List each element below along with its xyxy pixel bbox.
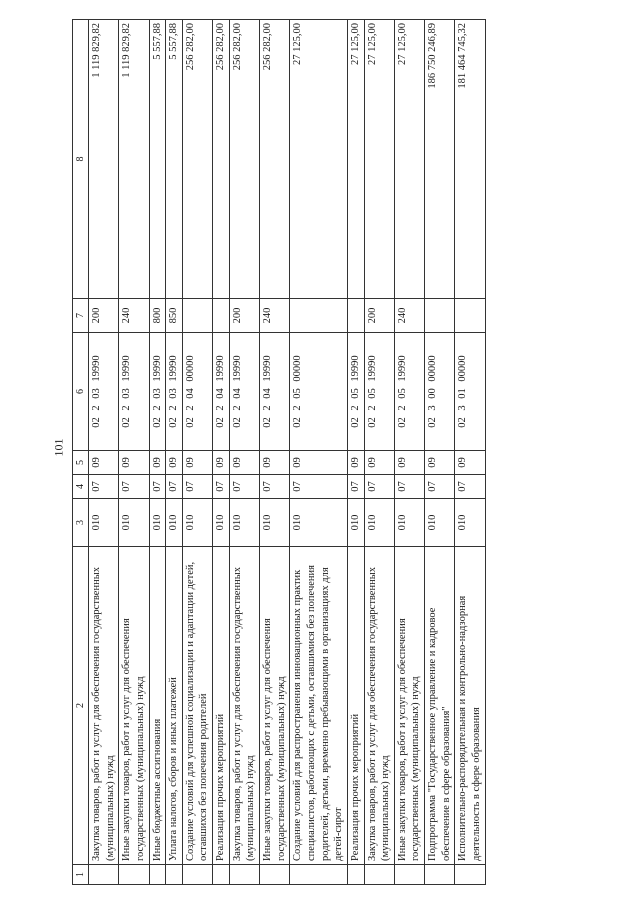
item-expense-type: 200 [364, 299, 394, 333]
first-col-cell [290, 865, 348, 885]
item-name: Закупка товаров, работ и услуг для обеспечения государственных (муниципальных) нужд [364, 547, 394, 865]
item-subsection: 09 [364, 451, 394, 475]
first-col-cell [166, 865, 183, 885]
header-row [73, 20, 89, 885]
item-name: Закупка товаров, работ и услуг для обеспечения государственных (муниципальных) нужд [229, 547, 259, 865]
item-code: 010 [260, 499, 290, 547]
item-code: 010 [119, 499, 149, 547]
item-section: 07 [89, 475, 119, 499]
item-code: 010 [182, 499, 212, 547]
first-col-cell [425, 865, 455, 885]
table-row [425, 20, 455, 885]
first-col-cell [182, 865, 212, 885]
item-amount: 181 464 745,32 [455, 20, 485, 299]
item-target: 02 2 03 19990 [89, 333, 119, 451]
item-subsection: 09 [166, 451, 183, 475]
item-code: 010 [89, 499, 119, 547]
item-target: 02 2 03 19990 [119, 333, 149, 451]
header-cell: 3 [73, 499, 89, 547]
item-code: 010 [229, 499, 259, 547]
item-target: 02 3 00 00000 [425, 333, 455, 451]
item-section: 07 [290, 475, 348, 499]
item-expense-type: 240 [394, 299, 424, 333]
item-name: Иные закупки товаров, работ и услуг для обеспечения государственных (муниципальных) нужд [260, 547, 290, 865]
item-name: Создание условий для распространения инновационных практик специалистов, работающих с детьми, оставшимися без попечения родителей, детьми, временно пребывающими в организациях для детей-сирот [290, 547, 348, 865]
item-section: 07 [347, 475, 364, 499]
header-cell: 5 [73, 451, 89, 475]
item-amount: 1 119 829,82 [119, 20, 149, 299]
item-amount: 1 119 829,82 [89, 20, 119, 299]
item-subsection: 09 [149, 451, 166, 475]
table-row [166, 20, 183, 885]
budget-table [72, 19, 486, 885]
table-row [213, 20, 230, 885]
item-expense-type [425, 299, 455, 333]
item-subsection: 09 [119, 451, 149, 475]
item-section: 07 [260, 475, 290, 499]
table-row [119, 20, 149, 885]
header-cell: 2 [73, 547, 89, 865]
item-section: 07 [364, 475, 394, 499]
item-target: 02 3 01 00000 [455, 333, 485, 451]
item-section: 07 [213, 475, 230, 499]
first-col-cell [364, 865, 394, 885]
item-code: 010 [290, 499, 348, 547]
budget-sheet [72, 20, 587, 885]
item-expense-type: 850 [166, 299, 183, 333]
item-section: 07 [425, 475, 455, 499]
item-target: 02 2 05 19990 [394, 333, 424, 451]
table-row [149, 20, 166, 885]
item-amount: 256 282,00 [182, 20, 212, 299]
item-amount: 27 125,00 [364, 20, 394, 299]
item-name: Подпрограмма "Государственное управление и кадровое обеспечение в сфере образования" [425, 547, 455, 865]
item-section: 07 [149, 475, 166, 499]
item-target: 02 2 04 19990 [260, 333, 290, 451]
table-row [229, 20, 259, 885]
item-subsection: 09 [229, 451, 259, 475]
item-subsection: 09 [425, 451, 455, 475]
item-subsection: 09 [394, 451, 424, 475]
item-section: 07 [182, 475, 212, 499]
item-name: Реализация прочих мероприятий [213, 547, 230, 865]
first-col-cell [347, 865, 364, 885]
table-row [347, 20, 364, 885]
item-amount: 256 282,00 [213, 20, 230, 299]
table-row [455, 20, 485, 885]
item-section: 07 [229, 475, 259, 499]
item-target: 02 2 04 19990 [229, 333, 259, 451]
item-subsection: 09 [182, 451, 212, 475]
item-code: 010 [364, 499, 394, 547]
table-row [364, 20, 394, 885]
first-col-cell [149, 865, 166, 885]
item-expense-type [347, 299, 364, 333]
item-amount: 27 125,00 [290, 20, 348, 299]
item-expense-type [213, 299, 230, 333]
item-amount: 256 282,00 [260, 20, 290, 299]
item-expense-type: 240 [119, 299, 149, 333]
item-subsection: 09 [455, 451, 485, 475]
item-target: 02 2 03 19990 [166, 333, 183, 451]
table-row [394, 20, 424, 885]
item-name: Реализация прочих мероприятий [347, 547, 364, 865]
item-section: 07 [166, 475, 183, 499]
item-code: 010 [213, 499, 230, 547]
item-expense-type: 200 [229, 299, 259, 333]
item-subsection: 09 [260, 451, 290, 475]
first-col-cell [260, 865, 290, 885]
item-amount: 256 282,00 [229, 20, 259, 299]
item-code: 010 [149, 499, 166, 547]
item-amount: 186 750 246,89 [425, 20, 455, 299]
item-amount: 5 557,88 [149, 20, 166, 299]
item-code: 010 [455, 499, 485, 547]
item-expense-type [290, 299, 348, 333]
header-cell: 6 [73, 333, 89, 451]
item-name: Иные бюджетные ассигнования [149, 547, 166, 865]
item-expense-type: 800 [149, 299, 166, 333]
item-subsection: 09 [347, 451, 364, 475]
item-name: Закупка товаров, работ и услуг для обеспечения государственных (муниципальных) нужд [89, 547, 119, 865]
item-subsection: 09 [89, 451, 119, 475]
item-name: Иные закупки товаров, работ и услуг для обеспечения государственных (муниципальных) нужд [394, 547, 424, 865]
first-col-cell [394, 865, 424, 885]
first-col-cell [119, 865, 149, 885]
first-col-cell [455, 865, 485, 885]
item-expense-type: 200 [89, 299, 119, 333]
item-target: 02 2 04 00000 [182, 333, 212, 451]
item-target: 02 2 04 19990 [213, 333, 230, 451]
header-cell: 1 [73, 865, 89, 885]
item-amount: 27 125,00 [347, 20, 364, 299]
item-subsection: 09 [213, 451, 230, 475]
table-row [260, 20, 290, 885]
page-number: 101 [51, 438, 66, 457]
item-target: 02 2 05 19990 [347, 333, 364, 451]
item-section: 07 [119, 475, 149, 499]
item-section: 07 [455, 475, 485, 499]
item-expense-type [182, 299, 212, 333]
item-subsection: 09 [290, 451, 348, 475]
first-col-cell [213, 865, 230, 885]
first-col-cell [89, 865, 119, 885]
item-code: 010 [394, 499, 424, 547]
first-col-cell [229, 865, 259, 885]
table-row [290, 20, 348, 885]
item-expense-type [455, 299, 485, 333]
item-target: 02 2 05 00000 [290, 333, 348, 451]
item-code: 010 [166, 499, 183, 547]
item-name: Иные закупки товаров, работ и услуг для обеспечения государственных (муниципальных) нужд [119, 547, 149, 865]
item-name: Уплата налогов, сборов и иных платежей [166, 547, 183, 865]
item-amount: 27 125,00 [394, 20, 424, 299]
header-cell: 4 [73, 475, 89, 499]
item-expense-type: 240 [260, 299, 290, 333]
header-cell: 8 [73, 20, 89, 299]
item-target: 02 2 03 19990 [149, 333, 166, 451]
table-row [89, 20, 119, 885]
table-row [182, 20, 212, 885]
item-name: Исполнительно-распорядительная и контрольно-надзорная деятельность в сфере образования [455, 547, 485, 865]
item-amount: 5 557,88 [166, 20, 183, 299]
item-section: 07 [394, 475, 424, 499]
item-target: 02 2 05 19990 [364, 333, 394, 451]
header-cell: 7 [73, 299, 89, 333]
item-code: 010 [347, 499, 364, 547]
item-name: Создание условий для успешной социализации и адаптации детей, оставшихся без попечения родителей [182, 547, 212, 865]
item-code: 010 [425, 499, 455, 547]
